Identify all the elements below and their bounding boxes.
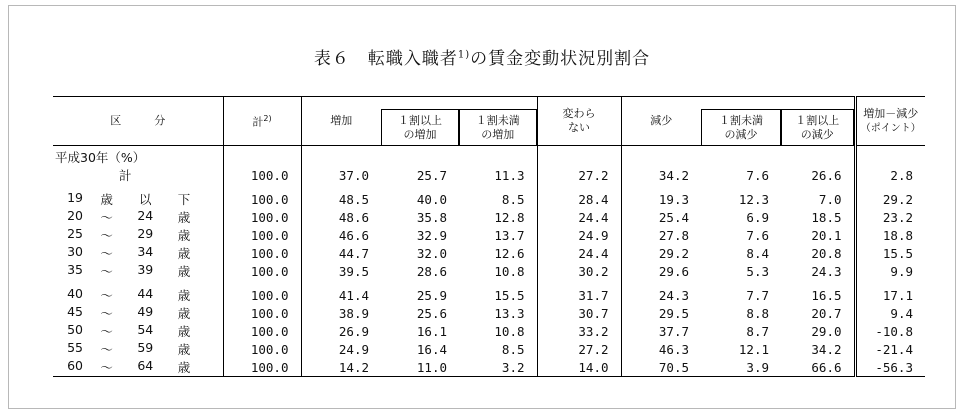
cell-value: 7.7 bbox=[746, 287, 769, 303]
header-zouka-miman: １割未満 の増加 bbox=[459, 97, 537, 146]
cell-value: 6.9 bbox=[746, 209, 769, 225]
table-row bbox=[53, 262, 925, 280]
cell-value: 29.5 bbox=[621, 304, 701, 322]
cell-value: 30.2 bbox=[537, 262, 621, 280]
cell-value: 100.0 bbox=[250, 305, 289, 321]
age-group-label: 50 ～ 54 歳 bbox=[53, 322, 223, 340]
cell-value: 100.0 bbox=[250, 287, 289, 303]
cell-value: 25.9 bbox=[416, 287, 447, 303]
cell-value: 23.2 bbox=[855, 208, 925, 226]
cell-value: 28.6 bbox=[416, 263, 447, 279]
total-kei-label: 計 bbox=[119, 168, 132, 183]
cell-value: 15.5 bbox=[855, 244, 925, 262]
cell-value: 3.9 bbox=[701, 358, 781, 377]
table-title bbox=[9, 44, 955, 69]
cell-value: 15.5 bbox=[494, 287, 525, 303]
cell-value: 10.8 bbox=[494, 323, 525, 339]
header-kei: 計$^{2)}$ bbox=[223, 97, 301, 146]
cell-value: 25.6 bbox=[416, 305, 447, 321]
table-row bbox=[53, 244, 925, 262]
cell-value: 31.7 bbox=[537, 286, 621, 304]
cell-value: 10.8 bbox=[494, 263, 525, 279]
cell-value: 24.3 bbox=[811, 263, 842, 279]
cell-value: 8.5 bbox=[501, 341, 525, 357]
cell-value: 20.1 bbox=[811, 227, 842, 243]
cell-value: 14.2 bbox=[301, 358, 381, 377]
age-group-label: 25 ～ 29 歳 bbox=[53, 226, 223, 244]
cell-value: 48.5 bbox=[301, 190, 381, 208]
cell-value: 12.8 bbox=[494, 209, 525, 225]
cell-value: 35.8 bbox=[416, 209, 447, 225]
wage-change-table bbox=[53, 96, 925, 377]
cell-value: 32.0 bbox=[416, 245, 447, 261]
cell-value: 29.2 bbox=[621, 244, 701, 262]
table-row bbox=[53, 340, 925, 358]
cell-value: 18.8 bbox=[855, 226, 925, 244]
cell-value: 18.5 bbox=[811, 209, 842, 225]
header-gen-miman: １割未満 の減少 bbox=[701, 97, 781, 146]
cell-value: 100.0 bbox=[250, 227, 289, 243]
cell-value: 100.0 bbox=[250, 323, 289, 339]
cell-value: 25.4 bbox=[621, 208, 701, 226]
table-row bbox=[53, 226, 925, 244]
cell-value: 7.0 bbox=[818, 191, 842, 207]
table-row bbox=[53, 190, 925, 208]
cell-value: 11.0 bbox=[381, 358, 459, 377]
cell-value: 100.0 bbox=[250, 263, 289, 279]
title-main: 表６ 転職入職者 bbox=[313, 49, 458, 69]
cell-value: 39.5 bbox=[301, 262, 381, 280]
cell-value: 41.4 bbox=[301, 286, 381, 304]
total-value: 34.2 bbox=[621, 166, 701, 184]
table-row bbox=[53, 208, 925, 226]
cell-value: 32.9 bbox=[416, 227, 447, 243]
total-value: 25.7 bbox=[416, 167, 447, 183]
cell-value: 9.9 bbox=[855, 262, 925, 280]
cell-value: 5.3 bbox=[746, 263, 769, 279]
table-row bbox=[53, 286, 925, 304]
cell-value: 13.3 bbox=[494, 305, 525, 321]
total-value: 27.2 bbox=[537, 166, 621, 184]
cell-value: 100.0 bbox=[250, 209, 289, 225]
total-value: 26.6 bbox=[811, 167, 842, 183]
cell-value: 26.9 bbox=[301, 322, 381, 340]
cell-value: 24.9 bbox=[301, 340, 381, 358]
total-label: 平成30年（%） bbox=[53, 146, 223, 167]
cell-value: 100.0 bbox=[250, 245, 289, 261]
age-group-label: 35 ～ 39 歳 bbox=[53, 262, 223, 280]
cell-value: 12.3 bbox=[738, 191, 769, 207]
cell-value: 46.6 bbox=[301, 226, 381, 244]
header-row bbox=[53, 97, 925, 146]
cell-value: -56.3 bbox=[855, 358, 925, 377]
cell-value: 24.3 bbox=[621, 286, 701, 304]
cell-value: 28.4 bbox=[537, 190, 621, 208]
cell-value: 7.6 bbox=[746, 227, 769, 243]
total-row bbox=[53, 166, 925, 184]
cell-value: 20.7 bbox=[811, 305, 842, 321]
cell-value: 24.9 bbox=[537, 226, 621, 244]
cell-value: 70.5 bbox=[621, 358, 701, 377]
total-value: 11.3 bbox=[494, 167, 525, 183]
cell-value: 46.3 bbox=[621, 340, 701, 358]
table-row bbox=[53, 322, 925, 340]
header-zouka: 増加 bbox=[301, 97, 381, 146]
title-footnote-mark: 1) bbox=[457, 49, 471, 61]
cell-value: 40.0 bbox=[416, 191, 447, 207]
table-row bbox=[53, 358, 925, 377]
cell-value: 66.6 bbox=[781, 358, 855, 377]
age-group-label: 30 ～ 34 歳 bbox=[53, 244, 223, 262]
cell-value: 14.0 bbox=[537, 358, 621, 377]
age-group-label: 60 ～ 64 歳 bbox=[53, 358, 223, 377]
cell-value: 100.0 bbox=[250, 341, 289, 357]
cell-value: 24.4 bbox=[537, 244, 621, 262]
total-value: 7.6 bbox=[746, 167, 769, 183]
cell-value: 20.8 bbox=[811, 245, 842, 261]
age-group-label: 45 ～ 49 歳 bbox=[53, 304, 223, 322]
age-group-label: 20 ～ 24 歳 bbox=[53, 208, 223, 226]
cell-value: 8.5 bbox=[501, 191, 525, 207]
cell-value: 27.2 bbox=[537, 340, 621, 358]
cell-value: 33.2 bbox=[537, 322, 621, 340]
cell-value: 13.7 bbox=[494, 227, 525, 243]
total-value: 2.8 bbox=[855, 166, 925, 184]
cell-value: 12.6 bbox=[494, 245, 525, 261]
age-group-label: 55 ～ 59 歳 bbox=[53, 340, 223, 358]
cell-value: 3.2 bbox=[459, 358, 537, 377]
cell-value: -10.8 bbox=[855, 322, 925, 340]
document-frame bbox=[8, 5, 956, 409]
cell-value: 29.0 bbox=[811, 323, 842, 339]
cell-value: 38.9 bbox=[301, 304, 381, 322]
cell-value: 12.1 bbox=[738, 341, 769, 357]
table-row bbox=[53, 304, 925, 322]
cell-value: 34.2 bbox=[811, 341, 842, 357]
cell-value: 100.0 bbox=[223, 358, 301, 377]
age-group-label: 19 歳 以 下 bbox=[53, 190, 223, 208]
total-label-row bbox=[53, 146, 925, 167]
header-genshou: 減少 bbox=[621, 97, 701, 146]
cell-value: 37.7 bbox=[621, 322, 701, 340]
cell-value: 29.6 bbox=[621, 262, 701, 280]
cell-value: 44.7 bbox=[301, 244, 381, 262]
cell-value: -21.4 bbox=[855, 340, 925, 358]
total-value: 37.0 bbox=[301, 166, 381, 184]
cell-value: 16.4 bbox=[416, 341, 447, 357]
cell-value: 9.4 bbox=[855, 304, 925, 322]
header-kawaranai: 変わら ない bbox=[537, 97, 621, 146]
cell-value: 100.0 bbox=[250, 191, 289, 207]
cell-value: 29.2 bbox=[855, 190, 925, 208]
total-value: 100.0 bbox=[250, 167, 289, 183]
cell-value: 16.1 bbox=[416, 323, 447, 339]
cell-value: 30.7 bbox=[537, 304, 621, 322]
cell-value: 17.1 bbox=[855, 286, 925, 304]
cell-value: 27.8 bbox=[621, 226, 701, 244]
cell-value: 8.4 bbox=[746, 245, 769, 261]
cell-value: 8.7 bbox=[746, 323, 769, 339]
header-gen-ijo: １割以上 の減少 bbox=[781, 97, 855, 146]
cell-value: 48.6 bbox=[301, 208, 381, 226]
header-kubun: 区 分 bbox=[53, 97, 223, 146]
header-diff: 増加－減少 （ポイント） bbox=[855, 97, 925, 146]
cell-value: 24.4 bbox=[537, 208, 621, 226]
cell-value: 16.5 bbox=[811, 287, 842, 303]
cell-value: 19.3 bbox=[621, 190, 701, 208]
cell-value: 8.8 bbox=[746, 305, 769, 321]
title-rest: の賃金変動状況別割合 bbox=[470, 49, 651, 69]
header-zouka-ijo: １割以上 の増加 bbox=[381, 97, 459, 146]
age-group-label: 40 ～ 44 歳 bbox=[53, 286, 223, 304]
